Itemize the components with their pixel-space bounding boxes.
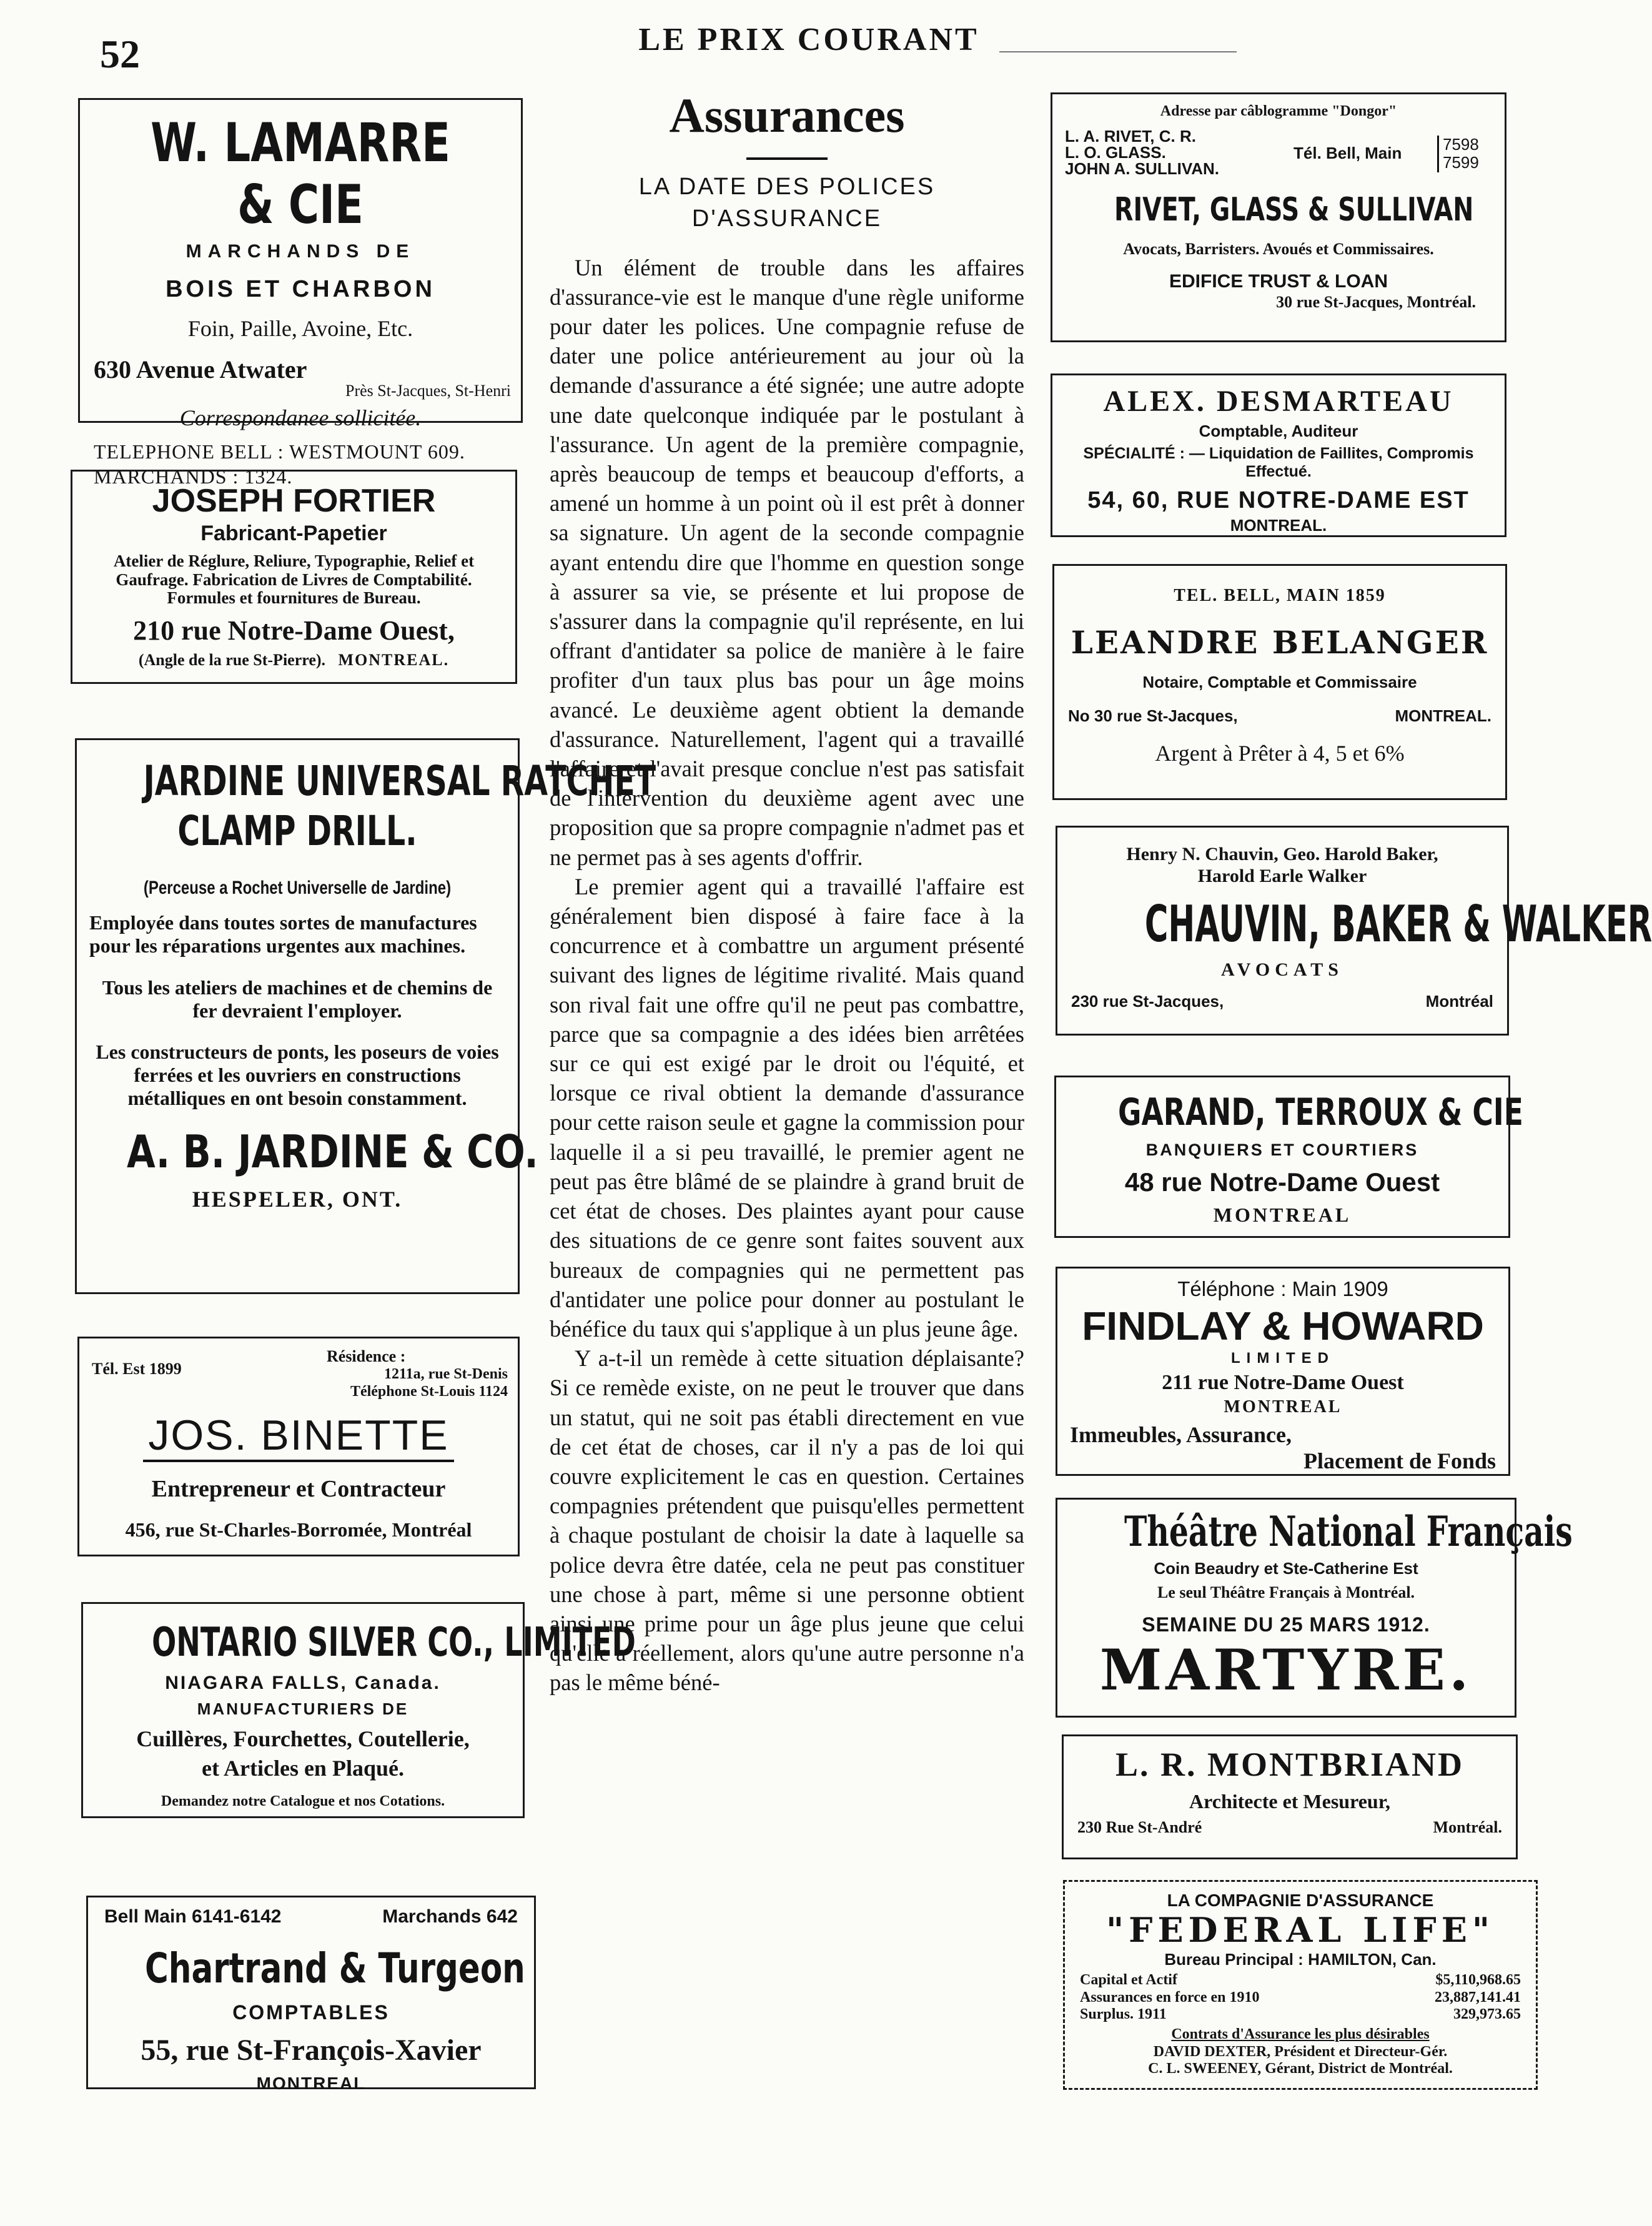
- ad-binette-tel: Tél. Est 1899: [92, 1360, 182, 1378]
- ad-desmarteau: [1051, 373, 1506, 537]
- ad-federal-row-value: 329,973.65: [1453, 2006, 1521, 2023]
- ad-federal-row-value: $5,110,968.65: [1435, 1972, 1521, 1989]
- article-title: Assurances: [669, 88, 905, 142]
- ad-binette-address: 456, rue St-Charles-Borromée, Montréal: [125, 1518, 472, 1541]
- ad-fortier: [71, 470, 517, 684]
- ad-jardine-subtitle: (Perceuse a Rochet Universelle de Jardine): [143, 877, 452, 898]
- article-paragraph-2: Le premier agent qui a travaillé l'affaire est généralement bien disposé à faire face à la concurrence et à combattre un argument présenté suivant des lignes de légitime rivalité. Mais quand son rival fait une offre qu'il ne peut pas combattre, parce que sa compagnie a des idées bien arrêtées sur ce qui est exigé par le droit ou l'équité, et lorsque ce rival obtient la demande d'assurance pour cette raison seule et gagne la commission pour laquelle il a si peu travaillé, le premier agent ne peut pas être blâmé de se plaindre à grand bruit de cet état de choses. Des plaintes ayant pour cause des situations de ce genre sont faites souvent aux bureaux de compagnies qui ne permettent pas d'antidater une police pour donner au postulant le bénéfice du taux qui s'applique à un plus jeune âge.: [550, 873, 1024, 1342]
- ad-garand-city: MONTREAL: [1213, 1204, 1352, 1227]
- article-title-rule: [746, 157, 828, 160]
- ad-theatre-name: Théâtre National Français: [1124, 1507, 1573, 1556]
- ad-findlay-line1: Immeubles, Assurance,: [1070, 1422, 1292, 1448]
- ad-federal-row-value: 23,887,141.41: [1435, 1989, 1521, 2006]
- ad-rivet-name: RIVET, GLASS & SULLIVAN: [1114, 190, 1474, 229]
- ad-desmarteau-address: 54, 60, RUE NOTRE-DAME EST: [1087, 487, 1470, 513]
- ad-chauvin-role: AVOCATS: [1221, 959, 1343, 980]
- ad-jardine: [75, 738, 656, 1294]
- header-rule: [999, 51, 1237, 52]
- ad-rivet-partner1: L. A. RIVET, C. R.: [1065, 126, 1196, 146]
- ad-federal-row-label: Surplus. 1911: [1080, 2006, 1167, 2023]
- ad-lamarre-line2: BOIS ET CHARBON: [166, 276, 435, 303]
- ad-federal-row-label: Capital et Actif: [1080, 1972, 1177, 1989]
- ad-federal-people2: C. L. SWEENEY, Gérant, District de Montréal.: [1148, 2060, 1453, 2077]
- ad-fortier-address: 210 rue Notre-Dame Ouest,: [133, 615, 455, 646]
- ad-lamarre-address: 630 Avenue Atwater: [94, 355, 307, 384]
- ad-chauvin-partners1: Henry N. Chauvin, Geo. Harold Baker,: [1126, 844, 1438, 864]
- ad-binette-name: JOS. BINETTE: [143, 1411, 453, 1462]
- ad-chauvin-city: Montréal: [1425, 991, 1493, 1011]
- ad-ontario-line1: MANUFACTURIERS DE: [197, 1699, 409, 1719]
- ad-garand: [1054, 1076, 1523, 1238]
- ad-federal-header: LA COMPAGNIE D'ASSURANCE: [1167, 1891, 1434, 1910]
- ad-montbriand-name: L. R. MONTBRIAND: [1115, 1746, 1465, 1783]
- ad-binette-res-addr: 1211a, rue St-Denis: [384, 1366, 508, 1382]
- ad-belanger-loan: Argent à Prêter à 4, 5 et 6%: [1155, 740, 1405, 766]
- ad-jardine-title1: JARDINE UNIVERSAL RATCHET: [143, 757, 656, 805]
- ad-lamarre: [78, 98, 523, 488]
- ad-rivet-role: Avocats, Barristers. Avoués et Commissaires.: [1123, 240, 1434, 259]
- article-subtitle: LA DATE DES POLICES D'ASSURANCE: [638, 174, 936, 232]
- ad-ontario: [81, 1602, 636, 1818]
- ad-findlay-city: MONTREAL: [1224, 1397, 1342, 1417]
- ad-binette-role: Entrepreneur et Contracteur: [151, 1476, 446, 1503]
- ad-chartrand-phone2: Marchands 642: [382, 1906, 518, 1927]
- page-header: [0, 19, 1618, 76]
- ad-theatre-note: Le seul Théâtre Français à Montréal.: [1157, 1583, 1415, 1601]
- ad-belanger-tel: TEL. BELL, MAIN 1859: [1174, 586, 1386, 605]
- ad-fortier-address-note: (Angle de la rue St-Pierre).: [138, 650, 326, 669]
- article-paragraph-1: Un élément de trouble dans les affaires d'assurance-vie est le manque d'une règle uniforme pour dater les polices. Une compagnie refuse de dater une police antérieurement au jour où la demande d'assurance a été signée; une autre adopte une date quelconque indiquée par le postulant à l'assurance. Un agent de la première compagnie, après beaucoup de temps et beaucoup d'efforts, a amené un homme à un point où il est prêt à donner sa signature. Un agent de la seconde compagnie ayant entendu dire que l'homme en question songe à assurer sa vie, se présente et lui propose de s'assurer dans la compagnie qu'il représente, en lui offrant d'antidater sa police de manière à le faire profiter d'un taux plus bas pour un âge moins avancé. Le deuxième agent obtient la demande d'assurance. Naturellement, l'agent qui a travaillé l'affaire et l'avait presque conclue n'est pas satisfait de l'intervention du deuxième agent avec une proposition que sa propre compagnie n'admet pas et ne permet pas à ses agents d'offrir.: [550, 254, 1024, 870]
- ad-rivet-tel1: 7598: [1443, 134, 1479, 154]
- ad-montbriand-address: 230 Rue St-André: [1077, 1818, 1202, 1836]
- ad-theatre-week: SEMAINE DU 25 MARS 1912.: [1142, 1613, 1430, 1636]
- ad-jardine-p2: Tous les ateliers de machines et de chemins de fer devraient l'employer.: [102, 976, 493, 1022]
- ad-lamarre-phone1: TELEPHONE BELL : WESTMOUNT 609.: [94, 440, 465, 463]
- ad-belanger-city: MONTREAL.: [1395, 706, 1491, 725]
- ad-montbriand-role: Architecte et Mesureur,: [1189, 1790, 1390, 1813]
- ad-chartrand-role: COMPTABLES: [232, 2001, 390, 2024]
- page-number: 52: [100, 32, 140, 76]
- ad-lamarre-name: W. LAMARRE & CIE: [151, 112, 450, 236]
- ad-belanger-role: Notaire, Comptable et Commissaire: [1142, 672, 1417, 691]
- ad-federal-people1: DAVID DEXTER, Président et Directeur-Gér.: [1153, 2043, 1448, 2060]
- ad-lamarre-note: Correspondanee sollicitée.: [179, 405, 422, 431]
- ad-jardine-company: A. B. JARDINE & CO.: [126, 1125, 538, 1178]
- ad-montbriand-city: Montréal.: [1433, 1818, 1502, 1836]
- ad-chauvin-address: 230 rue St-Jacques,: [1071, 991, 1224, 1011]
- ad-findlay-address: 211 rue Notre-Dame Ouest: [1162, 1371, 1404, 1395]
- ad-garand-role: BANQUIERS ET COURTIERS: [1145, 1140, 1419, 1159]
- ad-desmarteau-city: MONTREAL.: [1230, 516, 1327, 535]
- ad-belanger-name: LEANDRE BELANGER: [1071, 624, 1489, 661]
- ad-chartrand-phone: Bell Main 6141-6142: [104, 1906, 282, 1927]
- ad-fortier-city: MONTREAL.: [338, 650, 450, 669]
- ad-federal: [1063, 1880, 1538, 2090]
- ad-rivet-cable: Adresse par câblogramme "Dongor": [1160, 103, 1397, 119]
- ad-rivet-building: EDIFICE TRUST & LOAN: [1169, 271, 1388, 292]
- ad-fortier-desc: Atelier de Réglure, Reliure, Typographie, Relief et Gaufrage. Fabrication de Livres de Comptabilité. Formules et fournitures de Bureau.: [113, 551, 475, 608]
- ad-ontario-line2: Cuillères, Fourchettes, Coutellerie,: [136, 1726, 470, 1751]
- ad-rivet-address: 30 rue St-Jacques, Montréal.: [1276, 292, 1476, 311]
- ad-findlay-tel: Téléphone : Main 1909: [1177, 1277, 1388, 1300]
- ad-federal-name: "FEDERAL LIFE": [1105, 1910, 1495, 1951]
- ad-binette: [77, 1337, 520, 1556]
- ad-fortier-name: JOSEPH FORTIER: [152, 483, 436, 519]
- ad-binette-res-label: Résidence :: [327, 1347, 406, 1365]
- ad-desmarteau-role: Comptable, Auditeur: [1199, 422, 1358, 441]
- ad-jardine-p1: Employée dans toutes sortes de manufactures pour les réparations urgentes aux machines.: [89, 911, 477, 957]
- ad-chauvin-name: CHAUVIN, BAKER & WALKER: [1144, 895, 1652, 953]
- ad-chauvin: [1056, 826, 1652, 1036]
- ad-binette-res-tel: Téléphone St-Louis 1124: [350, 1383, 508, 1400]
- ad-rivet: [1051, 92, 1506, 342]
- ad-theatre-play: MARTYRE.: [1099, 1637, 1473, 1704]
- ad-theatre: [1056, 1498, 1573, 1718]
- ad-findlay-line2: Placement de Fonds: [1303, 1448, 1496, 1473]
- ad-findlay-limited: LIMITED: [1231, 1349, 1335, 1367]
- ad-lamarre-phone2: MARCHANDS : 1324.: [94, 465, 293, 488]
- page-title: LE PRIX COURANT: [638, 22, 979, 57]
- ad-ontario-city: NIAGARA FALLS, Canada.: [165, 1672, 441, 1693]
- ad-findlay-name: FINDLAY & HOWARD: [1082, 1303, 1484, 1348]
- article-paragraph-3: Y a-t-il un remède à cette situation déplaisante? Si ce remède existe, on ne peut le trouver que dans un statut, qui ne soit pas établi directement en vue de cet état de choses, car il n'y a pas de loi qui couvre explicitement le cas en question. Certaines compagnies prétendent que puisqu'elles permettent à chaque postulant de choisir la date à laquelle sa police devra être datée, cela ne peut pas constituer une chose à part, même si une personne obtient ainsi une prime pour un âge plus jeune que celui qu'elle a réellement, alors qu'une autre personne n'a pas le même béné-: [550, 1345, 1024, 1696]
- ad-findlay: [1056, 1267, 1510, 1476]
- ad-lamarre-line1: MARCHANDS DE: [185, 240, 415, 262]
- ad-federal-row-label: Assurances en force en 1910: [1080, 1989, 1260, 2006]
- ad-chartrand-name: Chartrand & Turgeon: [145, 1944, 525, 1992]
- ad-desmarteau-spec: SPÉCIALITÉ : — Liquidation de Faillites, Compromis Effectué.: [1083, 445, 1474, 480]
- ad-ontario-line3: et Articles en Plaqué.: [202, 1756, 404, 1781]
- ad-fortier-role: Fabricant-Papetier: [200, 521, 387, 545]
- ad-belanger-address: No 30 rue St-Jacques,: [1068, 706, 1238, 725]
- ad-belanger: [1052, 564, 1507, 800]
- ad-montbriand: [1062, 1734, 1518, 1859]
- ad-ontario-line4: Demandez notre Catalogue et nos Cotations.: [161, 1793, 445, 1809]
- ad-rivet-partner2: L. O. GLASS.: [1065, 142, 1166, 162]
- ad-jardine-city: HESPELER, ONT.: [192, 1186, 403, 1212]
- ad-jardine-p3: Les constructeurs de ponts, les poseurs de voies ferrées et les ouvriers en constructions métalliques en ont besoin constamment.: [96, 1041, 499, 1110]
- ad-desmarteau-name: ALEX. DESMARTEAU: [1103, 385, 1454, 418]
- ad-federal-office: Bureau Principal : HAMILTON, Can.: [1164, 1950, 1437, 1969]
- ad-rivet-tel2: 7599: [1443, 153, 1479, 172]
- ad-chartrand: [86, 1896, 536, 2093]
- ad-rivet-tel-label: Tél. Bell, Main: [1293, 143, 1402, 162]
- ad-garand-name: GARAND, TERROUX & CIE: [1118, 1091, 1523, 1134]
- ad-lamarre-address-note: Près St-Jacques, St-Henri: [345, 382, 511, 400]
- ad-lamarre-line3: Foin, Paille, Avoine, Etc.: [187, 315, 413, 341]
- ad-ontario-name: ONTARIO SILVER CO., LIMITED: [152, 1620, 636, 1666]
- ad-chauvin-partners2: Harold Earle Walker: [1197, 865, 1367, 886]
- ad-federal-contracts: Contrats d'Assurance les plus désirables: [1171, 2026, 1430, 2042]
- ad-chartrand-address: 55, rue St-François-Xavier: [141, 2033, 482, 2067]
- ad-jardine-title2: CLAMP DRILL.: [177, 806, 417, 855]
- ad-chartrand-city: MONTREAL: [256, 2073, 366, 2093]
- article: [550, 87, 1024, 2111]
- ad-theatre-corner: Coin Beaudry et Ste-Catherine Est: [1154, 1558, 1418, 1578]
- ad-garand-address: 48 rue Notre-Dame Ouest: [1124, 1167, 1440, 1197]
- ad-rivet-partner3: JOHN A. SULLIVAN.: [1065, 159, 1220, 178]
